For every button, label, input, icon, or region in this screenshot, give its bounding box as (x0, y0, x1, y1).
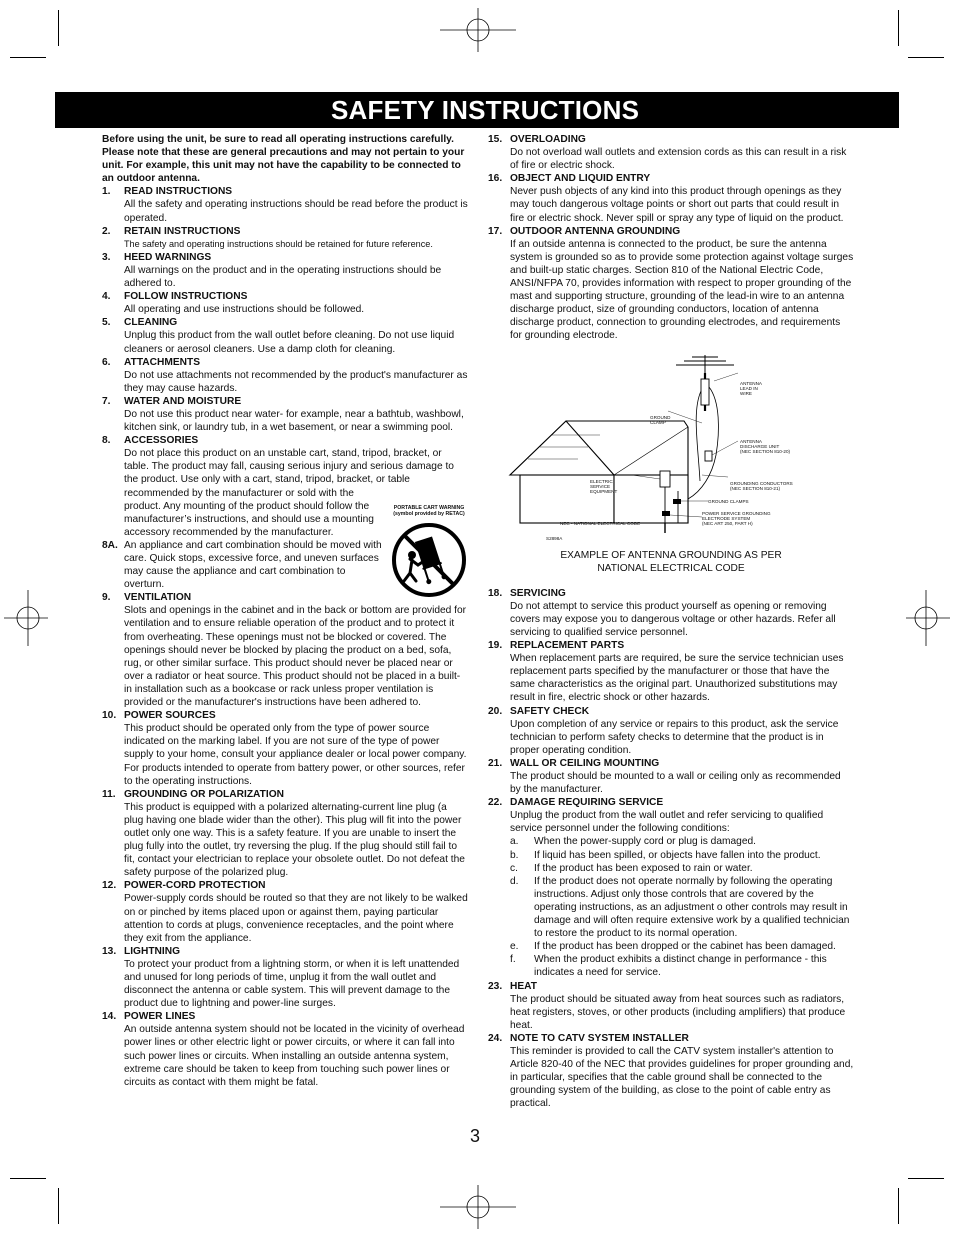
crop-mark (898, 1188, 899, 1224)
item-body: Upon completion of any service or repairs to this product, ask the service technician to perform safety checks to determine that the product is in proper operating condition. (510, 718, 839, 756)
item-heading: RETAIN INSTRUCTIONS (124, 225, 241, 237)
instruction-item (488, 133, 854, 172)
title-bar (55, 92, 899, 128)
item-number: 9. (102, 592, 111, 604)
item-number: 20. (488, 705, 503, 717)
label-power-service: POWER SERVICE GROUNDING ELECTRODE SYSTEM (NEC ART 250, PART H) (702, 510, 771, 527)
item-heading: SAFETY CHECK (510, 705, 590, 717)
instruction-item (102, 395, 468, 434)
label-antenna-lead: ANTENNA LEAD IN WIRE (740, 380, 762, 397)
item-body: Do not use this product near water- for example, near a bathtub, washbowl, kitchen sink, or laundry tub, in a wet basement, or near a swimming pool. (124, 408, 464, 434)
sub-item-letter: a. (510, 836, 519, 848)
sub-item-letter: e. (510, 941, 519, 953)
diagram-caption (488, 549, 854, 575)
item-heading: LIGHTNING (124, 945, 181, 957)
item-heading: REPLACEMENT PARTS (510, 640, 625, 652)
crop-mark (908, 1178, 944, 1179)
left-column (102, 133, 468, 1089)
item-body: The product should be mounted to a wall or ceiling only as recommended by the manufacturer. (510, 771, 841, 796)
item-body: Slots and openings in the cabinet and in the back or bottom are provided for ventilation and to ensure reliable operation of the product and to protect it from overheating. These openings must not be blocked or covered. The openings should never be blocked by placing the product on a bed, sofa, rug, or other similar surface. This product should never be placed near or over a radiator or heat source. This product should not be placed in a built-in installation such as a bookcase or rack unless proper ventilation is provided or the manufacturer's instructions have been adhered to. (124, 605, 467, 709)
item-number: 24. (488, 1032, 503, 1044)
item-body: All operating and use instructions should be followed. (124, 304, 365, 316)
item-number: 11. (102, 788, 116, 800)
item-body: This product should be operated only from the type of power source indicated on the marking label. If you are not sure of the type of power supply to your home, consult your appliance dealer or local power company. For products intended to operate from battery power, or other sources, refer to the operating instructions. (124, 723, 467, 787)
sub-item (510, 940, 854, 953)
item-body: Do not overload wall outlets and extension cords as this can result in a risk of fire or electric shock. (510, 147, 847, 172)
item-heading: ATTACHMENTS (124, 356, 201, 368)
item-number: 17. (488, 225, 503, 237)
item-heading: DAMAGE REQUIRING SERVICE (510, 797, 664, 809)
item-body: Do not use attachments not recommended by the product's manufacturer as they may cause hazards. (124, 369, 468, 394)
crop-mark (58, 10, 59, 46)
item-heading: POWER SOURCES (124, 710, 216, 722)
item-body: Power-supply cords should be routed so that they are not likely to be walked on or pinched by items placed upon or against them, paying particular attention to cords at plugs, convenience receptacles, and the point where they exit from the appliance. (124, 893, 468, 944)
item-heading: OUTDOOR ANTENNA GROUNDING (510, 225, 681, 237)
instruction-item (102, 788, 468, 880)
instruction-item (102, 251, 468, 290)
label-grounding-conductors: GROUNDING CONDUCTORS (NEC SECTION 810-21) (730, 480, 793, 491)
instruction-item (102, 290, 468, 316)
item-body: The safety and operating instructions should be retained for future reference. (124, 238, 433, 249)
item-heading: OVERLOADING (510, 134, 586, 145)
item-number: 15. (488, 134, 503, 145)
sub-item (510, 953, 854, 979)
instruction-item (102, 316, 468, 355)
instruction-item-damage (488, 796, 854, 979)
label-ground-clamp: GROUND CLAMP (650, 414, 671, 425)
item-number: 2. (102, 225, 111, 237)
item-heading: OBJECT AND LIQUID ENTRY (510, 173, 651, 185)
item-heading: GROUNDING OR POLARIZATION (124, 788, 284, 800)
item-number: 16. (488, 173, 503, 185)
instruction-item (488, 980, 854, 1032)
instruction-item (102, 356, 468, 395)
sub-item-letter: b. (510, 849, 519, 861)
page-number: 3 (470, 1126, 481, 1146)
sub-item-text: If the product has been exposed to rain or water. (534, 862, 753, 874)
crop-mark (908, 57, 944, 58)
item-body: If an outside antenna is connected to the product, be sure the antenna system is grounded so as to provide some protection against voltage surges and built-up static charges. Section 810 of the National Electric Code, ANSI/NFPA 70, provides information with respect to proper grounding of the mast and supporting structure, grounding of the lead-in wire to an antenna discharge product, size of grounding conductors, location of antenna discharge product, connection to grounding electrodes, and requirements for grounding electrode. (510, 238, 854, 342)
item-body: This reminder is provided to call the CATV system installer's attention to Article 820-40 of the NEC that provides guidelines for proper grounding and, in particular, specifies that the cable ground shall be connected to the grounding system of the building, as close to the point of cable entry as practical. (510, 1045, 854, 1110)
right-column (488, 133, 854, 1110)
antenna-grounding-diagram (488, 351, 854, 547)
registration-mark-left (4, 590, 48, 646)
crop-mark (898, 10, 899, 46)
sub-item (510, 849, 854, 862)
item-number: 19. (488, 640, 503, 652)
item-body: This product is equipped with a polarized alternating-current line plug (a plug having one blade wider than the other). This plug will fit into the power outlet only one way. This is a safety feature. If you are unable to insert the plug fully into the outlet, try reversing the plug. If the plug should still fail to fit, contact your electrician to replace your obsolete outlet. Do not defeat the safety purpose of the polarized plug. (124, 801, 465, 879)
instruction-item (102, 1010, 468, 1089)
item-body: An appliance and cart combination should be moved with care. Quick stops, excessive force, and uneven surfaces may cause the appliance and cart combination to overturn. (124, 539, 382, 591)
item-body: An outside antenna system should not be located in the vicinity of overhead power lines or other electric light or power circuits, or where it can fall into such power lines or circuits. When installing an outside antenna system, extreme care should be taken to keep from touching such power lines or circuits as contact with them might be fatal. (124, 1024, 465, 1088)
label-ground-clamps: GROUND CLAMPS (708, 498, 749, 504)
cart-warning-caption: PORTABLE CART WARNING (393, 505, 465, 511)
item-body: Never push objects of any kind into this product through openings as they may touch dangerous voltage points or short out parts that could result in fire or electric shock. Never spill or spray any type of liquid on the product. (510, 186, 844, 224)
item-number: 7. (102, 395, 111, 407)
item-number: 12. (102, 880, 117, 892)
item-number: 5. (102, 317, 111, 329)
item-body-continued: recommended by the manufacturer or sold with the product. Any mounting of the product should follow the manufacturer’s instructions, and should use a mounting accessory recommended by the manufacturer. (124, 487, 374, 538)
page-title: SAFETY INSTRUCTIONS (331, 95, 640, 125)
item-heading: WALL OR CEILING MOUNTING (510, 757, 660, 769)
item-number: 10. (102, 710, 117, 722)
item-heading: SERVICING (510, 587, 566, 599)
sub-item-text: If the product has been dropped or the cabinet has been damaged. (534, 941, 836, 953)
instruction-item (102, 945, 468, 1010)
cart-warning-source: (symbol provided by RETAC) (393, 511, 465, 518)
item-body: When replacement parts are required, be sure the service technician uses replacement parts specified by the manufacturer or those that have the same characteristics as the original part. Unauthorized substitutions may result in fire, electric shock or other hazards. (510, 653, 844, 704)
instruction-item (102, 709, 468, 788)
instruction-item (488, 705, 854, 757)
sub-item-text: When the product exhibits a distinct change in performance - this indicates a need for service. (534, 954, 827, 979)
instruction-item (488, 757, 854, 796)
item-number: 6. (102, 356, 111, 368)
item-number: 3. (102, 251, 111, 263)
item-number: 14. (102, 1011, 117, 1023)
registration-mark-bottom (440, 1185, 516, 1229)
item-body: Do not attempt to service this product yourself as opening or removing covers may expose you to dangerous voltage or other hazards. Refer all servicing to qualified service personnel. (510, 600, 836, 638)
label-discharge-unit: ANTENNA DISCHARGE UNIT (NEC SECTION 810-20) (740, 438, 791, 455)
item-body: To protect your product from a lightning storm, or when it is left unattended and unused for long periods of time, unplug it from the wall outlet and disconnect the antenna or cable system. This will prevent damage to the product due to lightning and power-line surges. (124, 958, 460, 1010)
item-heading: HEED WARNINGS (124, 251, 212, 263)
sub-item-letter: f. (510, 954, 516, 966)
item-number: 8A. (102, 539, 118, 551)
item-number: 23. (488, 980, 503, 992)
item-number: 18. (488, 587, 503, 599)
item-heading: VENTILATION (124, 592, 192, 604)
sub-item-text: When the power-supply cord or plug is damaged. (534, 836, 756, 848)
instruction-item (488, 225, 854, 343)
item-heading: ACCESSORIES (124, 435, 199, 447)
house-antenna-illustration (488, 351, 854, 547)
diagram-caption-line: EXAMPLE OF ANTENNA GROUNDING AS PER (560, 549, 782, 561)
item-number: 22. (488, 797, 503, 809)
sub-item-text: If liquid has been spilled, or objects have fallen into the product. (534, 849, 821, 861)
item-number: 1. (102, 186, 111, 198)
tipping-cart-warning-icon (390, 521, 468, 599)
item-heading: POWER LINES (124, 1011, 196, 1023)
instruction-list-left (102, 185, 468, 1088)
label-diagram-code: S2898A (546, 535, 563, 541)
instruction-item (102, 185, 468, 224)
diagram-caption-line: NATIONAL ELECTRICAL CODE (597, 562, 745, 574)
item-heading: READ INSTRUCTIONS (124, 186, 233, 198)
crop-mark (10, 1178, 46, 1179)
item-number: 21. (488, 757, 503, 769)
sub-item (510, 875, 854, 940)
instruction-item (102, 879, 468, 944)
item-heading: NOTE TO CATV SYSTEM INSTALLER (510, 1032, 689, 1044)
label-electric-service: ELECTRIC SERVICE EQUIPMENT (590, 478, 618, 495)
item-heading: WATER AND MOISTURE (124, 395, 242, 407)
item-body: Do not place this product on an unstable cart, stand, tripod, bracket, or table. The product may fall, causing serious injury and serious damage to the product. Use only with a cart, stand, tripod, bracket, or table (124, 448, 454, 486)
item-body: All the safety and operating instructions should be read before the product is operated. (124, 199, 468, 224)
crop-mark (10, 57, 46, 58)
item-number: 13. (102, 945, 117, 957)
item-number: 4. (102, 291, 111, 303)
registration-mark-right (906, 590, 950, 646)
registration-mark-top (440, 8, 516, 52)
sub-item-text: If the product does not operate normally by following the operating instructions. Adjust only those controls that are covered by the operating instructions, as an adjustment o other controls may result in damage and will often require extensive work by a qualified technician to restore the product to its normal operation. (534, 875, 850, 940)
instruction-item (488, 639, 854, 704)
item-body: Unplug the product from the wall outlet and refer servicing to qualified service personnel under the following conditions: (510, 810, 824, 835)
sub-item-letter: c. (510, 862, 518, 874)
item-body: The product should be situated away from heat sources such as radiators, heat registers, stoves, or other products (including amplifiers) that produce heat. (510, 993, 846, 1031)
portable-cart-warning (388, 505, 470, 603)
sub-item-letter: d. (510, 875, 519, 887)
item-heading: HEAT (510, 980, 537, 992)
item-body: All warnings on the product and in the operating instructions should be adhered to. (124, 264, 442, 290)
instruction-item (488, 1032, 854, 1111)
instruction-item (488, 172, 854, 224)
item-heading: CLEANING (124, 317, 178, 329)
item-heading: POWER-CORD PROTECTION (124, 880, 266, 892)
item-body: Unplug this product from the wall outlet before cleaning. Do not use liquid cleaners or aerosol cleaners. Use a damp cloth for cleaning. (124, 330, 455, 355)
instruction-item (102, 225, 468, 251)
instruction-item (488, 587, 854, 639)
sub-item (510, 862, 854, 875)
item-heading: FOLLOW INSTRUCTIONS (124, 291, 248, 303)
instruction-item (102, 591, 468, 709)
sub-item (510, 835, 854, 848)
label-nec: NEC - NATIONAL ELECTRICAL CODE (560, 520, 641, 526)
item-number: 8. (102, 435, 111, 447)
crop-mark (58, 1188, 59, 1224)
intro-paragraph: Before using the unit, be sure to read all operating instructions carefully. Please note that these are general precautions and may not pertain to your unit. For example, this unit may not have the capability to be connected to an outdoor antenna. (102, 134, 465, 185)
